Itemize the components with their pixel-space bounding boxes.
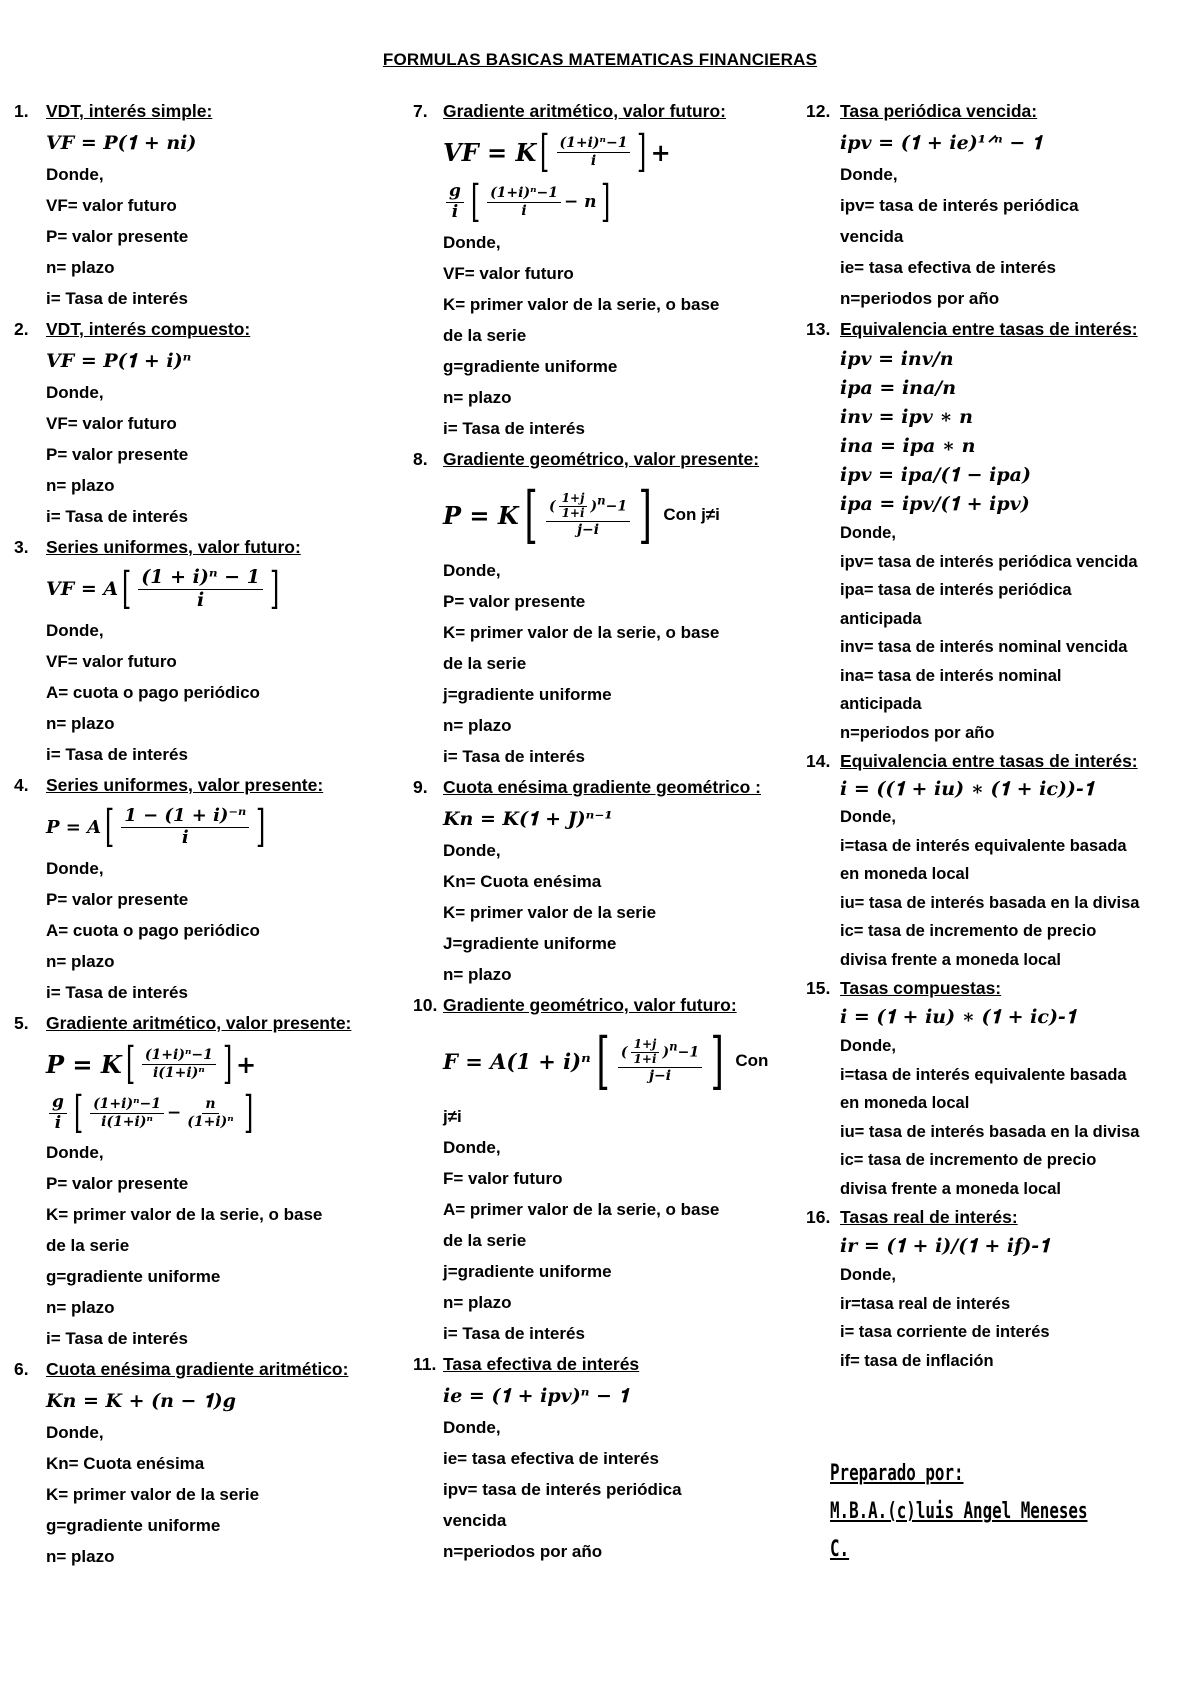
section-14 bbox=[806, 747, 1191, 974]
section-title: Equivalencia entre tasas de interés: bbox=[840, 751, 1138, 771]
line: anticipada bbox=[840, 609, 922, 628]
column-3 bbox=[806, 96, 1191, 1375]
denominator: i(1+i)ⁿ bbox=[101, 1113, 153, 1130]
line: Donde, bbox=[46, 1143, 104, 1162]
left-bracket: [ bbox=[470, 176, 481, 227]
line: Kn= Cuota enésima bbox=[46, 1454, 205, 1473]
section-number: 8. bbox=[413, 449, 428, 469]
line: de la serie bbox=[443, 1231, 527, 1250]
line: iu= tasa de interés basada en la divisa bbox=[840, 1122, 1140, 1141]
line: j=gradiente uniforme bbox=[443, 1262, 612, 1281]
section-number: 15. bbox=[806, 978, 831, 998]
formula: 𝒊𝒑𝒂 = 𝒊𝒑𝒗/(𝟏 + 𝒊𝒑𝒗) bbox=[840, 493, 1030, 515]
line: iu= tasa de interés basada en la divisa bbox=[840, 893, 1140, 912]
section-title: Gradiente geométrico, valor futuro: bbox=[443, 995, 737, 1015]
section-15 bbox=[806, 974, 1191, 1203]
section-number: 13. bbox=[806, 319, 831, 339]
section-number: 2. bbox=[14, 319, 29, 339]
line: A= cuota o pago periódico bbox=[46, 921, 260, 940]
page-title: FORMULAS BASICAS MATEMATICAS FINANCIERAS bbox=[382, 50, 818, 69]
formula-lhs: VF = A bbox=[46, 578, 119, 600]
formula: 𝒊𝒆 = (𝟏 + 𝒊𝒑𝒗)ⁿ − 𝟏 bbox=[443, 1385, 630, 1407]
line: VF= valor futuro bbox=[443, 264, 574, 283]
formula: 𝒊𝒓 = (𝟏 + 𝒊)/(𝟏 + 𝒊𝒇)-𝟏 bbox=[840, 1235, 1050, 1257]
line: ic= tasa de incremento de precio bbox=[840, 1151, 1097, 1169]
section-number: 5. bbox=[14, 1013, 29, 1033]
line: vencida bbox=[840, 227, 904, 246]
line: n= plazo bbox=[46, 1547, 115, 1566]
section-4 bbox=[14, 770, 384, 1008]
line: n= plazo bbox=[46, 714, 115, 733]
section-title: Tasa periódica vencida: bbox=[840, 101, 1038, 121]
line: g=gradiente uniforme bbox=[443, 357, 618, 376]
line: i= Tasa de interés bbox=[46, 507, 188, 526]
line: Donde, bbox=[840, 1037, 896, 1055]
line: Donde, bbox=[840, 165, 898, 184]
numerator: n bbox=[202, 1096, 218, 1113]
section-number: 6. bbox=[14, 1359, 29, 1379]
line: n=periodos por año bbox=[840, 289, 1000, 308]
line: i= Tasa de interés bbox=[443, 747, 585, 766]
section-5 bbox=[14, 1008, 384, 1354]
line: K= primer valor de la serie, o base bbox=[443, 295, 720, 314]
condition: Con bbox=[735, 1051, 769, 1070]
formula-part-2 bbox=[46, 1089, 384, 1137]
inner-numerator: 1+j bbox=[631, 1038, 660, 1053]
formula: 𝒊𝒏𝒗 = 𝒊𝒑𝒗 ∗ 𝒏 bbox=[840, 406, 973, 428]
section-9 bbox=[413, 772, 783, 990]
section-number: 7. bbox=[413, 101, 428, 121]
right-bracket: ] bbox=[222, 1038, 233, 1089]
denominator: i(1+i)ⁿ bbox=[152, 1064, 205, 1081]
formula-part-1 bbox=[46, 1039, 384, 1089]
signature bbox=[830, 1455, 1096, 1569]
line: i= Tasa de interés bbox=[46, 983, 188, 1002]
minus-sign: − bbox=[166, 1103, 182, 1123]
inner-denominator: 1+i bbox=[561, 505, 585, 520]
line: Donde, bbox=[46, 621, 104, 640]
line: ipv= tasa de interés periódica bbox=[443, 1480, 682, 1499]
plus-sign: + bbox=[650, 137, 671, 167]
signature-line-1: Preparado por: bbox=[830, 1461, 964, 1486]
line: inv= tasa de interés nominal vencida bbox=[840, 638, 1128, 656]
formula: 𝒊 = (𝟏 + 𝒊𝒖) ∗ (𝟏 + 𝒊𝒄)-𝟏 bbox=[840, 1006, 1077, 1028]
right-bracket: ] bbox=[600, 176, 610, 227]
line: divisa frente a moneda local bbox=[840, 950, 1061, 969]
formula: 𝒊𝒑𝒂 = 𝒊𝒏𝒂/𝒏 bbox=[840, 377, 957, 399]
line: Donde, bbox=[443, 1418, 501, 1437]
line: P= valor presente bbox=[46, 445, 189, 464]
numerator: (1+i)ⁿ−1 bbox=[557, 135, 631, 152]
line: n= plazo bbox=[443, 388, 512, 407]
signature-line-2: M.B.A.(c)luis Angel Meneses C. bbox=[830, 1499, 1088, 1562]
inner-fraction bbox=[559, 492, 588, 521]
line: P= valor presente bbox=[46, 227, 189, 246]
section-title: VDT, interés compuesto: bbox=[46, 319, 251, 339]
formula: 𝒊𝒏𝒂 = 𝒊𝒑𝒂 ∗ 𝒏 bbox=[840, 435, 976, 457]
fraction bbox=[121, 806, 249, 848]
line: ipa= tasa de interés periódica bbox=[840, 581, 1072, 599]
minus-one: −1 bbox=[677, 1044, 700, 1061]
line: i= Tasa de interés bbox=[46, 289, 188, 308]
numerator: g bbox=[49, 1093, 67, 1114]
line: ie= tasa efectiva de interés bbox=[443, 1449, 659, 1468]
condition: Con j≠i bbox=[663, 505, 720, 524]
numerator: ( $\frac{1+j}{1+i}$ )$^n$−1 bbox=[546, 492, 630, 522]
left-bracket: [ bbox=[104, 801, 115, 852]
formula-lhs: VF = K bbox=[443, 137, 537, 167]
numerator: (1+i)ⁿ−1 bbox=[90, 1096, 164, 1113]
inner-numerator: 1+j bbox=[559, 492, 588, 507]
line: j=gradiente uniforme bbox=[443, 685, 612, 704]
formula-part-2 bbox=[443, 177, 783, 227]
numerator: (1 + i)ⁿ − 1 bbox=[138, 567, 263, 590]
line: n=periodos por año bbox=[443, 1542, 603, 1561]
section-title: Tasa efectiva de interés bbox=[443, 1354, 640, 1374]
line: en moneda local bbox=[840, 1094, 970, 1112]
line: n= plazo bbox=[443, 965, 512, 984]
section-number: 3. bbox=[14, 537, 29, 557]
formula-lhs: P = K bbox=[443, 500, 519, 530]
line: g=gradiente uniforme bbox=[46, 1516, 221, 1535]
line: anticipada bbox=[840, 695, 922, 713]
fraction bbox=[142, 1047, 216, 1080]
minus-one: −1 bbox=[605, 498, 628, 515]
line: divisa frente a moneda local bbox=[840, 1179, 1061, 1198]
line: de la serie bbox=[46, 1236, 130, 1255]
line: n= plazo bbox=[443, 716, 512, 735]
line: n= plazo bbox=[46, 1298, 115, 1317]
right-bracket: ] bbox=[638, 478, 652, 551]
section-2 bbox=[14, 314, 384, 532]
fraction bbox=[138, 567, 263, 612]
plus-sign: + bbox=[236, 1049, 257, 1079]
line: Donde, bbox=[443, 1138, 501, 1157]
formula bbox=[46, 801, 384, 853]
line: Donde, bbox=[840, 524, 896, 542]
line: K= primer valor de la serie bbox=[46, 1485, 260, 1504]
formula-lhs: F = A(1 + i)ⁿ bbox=[443, 1048, 591, 1074]
left-bracket: [ bbox=[596, 1024, 610, 1097]
section-number: 10. bbox=[413, 995, 438, 1015]
formula bbox=[443, 1021, 783, 1101]
line: Donde, bbox=[46, 383, 104, 402]
section-title: Series uniformes, valor futuro: bbox=[46, 537, 301, 557]
section-1 bbox=[14, 96, 384, 314]
line: P= valor presente bbox=[46, 1174, 189, 1193]
fraction bbox=[487, 185, 561, 218]
section-title: Tasas compuestas: bbox=[840, 978, 1002, 998]
line: i=tasa de interés equivalente basada bbox=[840, 1065, 1127, 1084]
line: Donde, bbox=[443, 561, 501, 580]
formula: 𝒊𝒑𝒗 = 𝒊𝒏𝒗/𝒏 bbox=[840, 348, 954, 370]
numerator: ( $\frac{1+j}{1+i}$ )$^n$−1 bbox=[618, 1038, 702, 1068]
fraction bbox=[546, 492, 630, 538]
section-title: Series uniformes, valor presente: bbox=[46, 775, 324, 795]
exponent: n bbox=[669, 1039, 678, 1054]
line: n= plazo bbox=[46, 952, 115, 971]
line: n= plazo bbox=[46, 258, 115, 277]
section-title: Gradiente geométrico, valor presente: bbox=[443, 449, 760, 469]
line: n=periodos por año bbox=[840, 723, 995, 742]
denominator: j−i bbox=[576, 521, 600, 538]
right-bracket: ] bbox=[710, 1024, 724, 1097]
line: i= tasa corriente de interés bbox=[840, 1323, 1050, 1341]
right-bracket: ] bbox=[256, 801, 266, 852]
line: n= plazo bbox=[443, 1293, 512, 1312]
denominator: j−i bbox=[648, 1067, 672, 1084]
line: g=gradiente uniforme bbox=[46, 1267, 221, 1286]
line: Donde, bbox=[46, 859, 104, 878]
right-bracket: ] bbox=[243, 1087, 253, 1138]
line: K= primer valor de la serie, o base bbox=[443, 623, 720, 642]
section-title: Cuota enésima gradiente geométrico : bbox=[443, 777, 761, 797]
line: A= primer valor de la serie, o base bbox=[443, 1200, 720, 1219]
line: de la serie bbox=[443, 654, 527, 673]
denominator: i bbox=[197, 588, 205, 611]
line: Donde, bbox=[840, 808, 896, 826]
section-title: Gradiente aritmético, valor presente: bbox=[46, 1013, 352, 1033]
section-number: 14. bbox=[806, 751, 831, 771]
line: if= tasa de inflación bbox=[840, 1351, 994, 1370]
numerator: (1+i)ⁿ−1 bbox=[487, 185, 561, 202]
line: K= primer valor de la serie, o base bbox=[46, 1205, 323, 1224]
formula: 𝑽𝑭 = 𝑷(𝟏 + 𝒏𝒊) bbox=[46, 132, 197, 154]
left-bracket: [ bbox=[125, 1038, 136, 1089]
section-number: 9. bbox=[413, 777, 428, 797]
inner-fraction bbox=[631, 1038, 660, 1067]
line: A= cuota o pago periódico bbox=[46, 683, 260, 702]
line: i= Tasa de interés bbox=[46, 745, 188, 764]
right-bracket: ] bbox=[269, 563, 280, 614]
section-11 bbox=[413, 1349, 783, 1567]
inner-denominator: 1+i bbox=[633, 1051, 657, 1066]
formula: 𝑽𝑭 = 𝑷(𝟏 + 𝒊)ⁿ bbox=[46, 350, 192, 372]
section-10 bbox=[413, 990, 783, 1349]
line: K= primer valor de la serie bbox=[443, 903, 657, 922]
line: Donde, bbox=[46, 1423, 104, 1442]
section-number: 11. bbox=[413, 1354, 437, 1374]
line: F= valor futuro bbox=[443, 1169, 563, 1188]
section-title: Equivalencia entre tasas de interés: bbox=[840, 319, 1138, 339]
section-13 bbox=[806, 314, 1191, 747]
right-bracket: ] bbox=[637, 126, 647, 177]
formula-lhs: P = A bbox=[46, 816, 102, 838]
fraction bbox=[49, 1093, 67, 1133]
line: i= Tasa de interés bbox=[443, 419, 585, 438]
line: Donde, bbox=[840, 1266, 896, 1284]
line: i=tasa de interés equivalente basada bbox=[840, 836, 1127, 855]
section-3 bbox=[14, 532, 384, 770]
column-1 bbox=[14, 96, 384, 1572]
section-12 bbox=[806, 96, 1191, 314]
line: Kn= Cuota enésima bbox=[443, 872, 602, 891]
denominator: i bbox=[451, 201, 459, 222]
section-6 bbox=[14, 1354, 384, 1572]
line: n= plazo bbox=[46, 476, 115, 495]
line: vencida bbox=[443, 1511, 507, 1530]
section-16 bbox=[806, 1203, 1191, 1375]
fraction bbox=[184, 1096, 236, 1129]
section-7 bbox=[413, 96, 783, 444]
section-number: 12. bbox=[806, 101, 831, 121]
column-2 bbox=[413, 96, 783, 1567]
fraction bbox=[557, 135, 631, 168]
fraction bbox=[618, 1038, 702, 1084]
line: Donde, bbox=[46, 165, 104, 184]
denominator: i bbox=[521, 202, 527, 219]
formula-part-1 bbox=[443, 127, 783, 177]
left-bracket: [ bbox=[540, 126, 550, 177]
left-bracket: [ bbox=[121, 563, 132, 614]
formula: 𝑲𝒏 = 𝑲(𝟏 + 𝑱)ⁿ⁻¹ bbox=[443, 808, 613, 830]
numerator: 1 − (1 + i)⁻ⁿ bbox=[121, 806, 249, 828]
line: ic= tasa de incremento de precio bbox=[840, 922, 1097, 940]
line: i= Tasa de interés bbox=[46, 1329, 188, 1348]
line: J=gradiente uniforme bbox=[443, 934, 617, 953]
section-title: Gradiente aritmético, valor futuro: bbox=[443, 101, 726, 121]
line: en moneda local bbox=[840, 865, 970, 883]
denominator: i bbox=[590, 152, 597, 169]
section-8 bbox=[413, 444, 783, 772]
denominator: (1+i)ⁿ bbox=[187, 1113, 234, 1130]
section-title: Cuota enésima gradiente aritmético: bbox=[46, 1359, 349, 1379]
left-bracket: [ bbox=[524, 478, 538, 551]
line: ir=tasa real de interés bbox=[840, 1294, 1011, 1313]
line: VF= valor futuro bbox=[46, 652, 177, 671]
formula bbox=[46, 563, 384, 615]
section-number: 1. bbox=[14, 101, 29, 121]
formula bbox=[443, 475, 783, 555]
section-number: 16. bbox=[806, 1207, 831, 1227]
line: ie= tasa efectiva de interés bbox=[840, 258, 1056, 277]
formula: 𝒊𝒑𝒗 = 𝒊𝒑𝒂/(𝟏 − 𝒊𝒑𝒂) bbox=[840, 464, 1031, 486]
line: i= Tasa de interés bbox=[443, 1324, 585, 1343]
section-number: 4. bbox=[14, 775, 29, 795]
formula: 𝒊 = ((𝟏 + 𝒊𝒖) ∗ (𝟏 + 𝒊𝒄))-𝟏 bbox=[840, 778, 1095, 800]
line: Donde, bbox=[443, 233, 501, 252]
line: ipv= tasa de interés periódica bbox=[840, 196, 1079, 215]
fraction bbox=[446, 182, 464, 222]
exponent: n bbox=[597, 493, 606, 508]
line: de la serie bbox=[443, 326, 527, 345]
formula: 𝑲𝒏 = 𝑲 + (𝒏 − 𝟏)𝒈 bbox=[46, 1390, 236, 1412]
minus-n: − n bbox=[563, 192, 597, 212]
section-title: Tasas real de interés: bbox=[840, 1207, 1018, 1227]
formula-lhs: P = K bbox=[46, 1049, 122, 1079]
fraction bbox=[90, 1096, 164, 1129]
line: Donde, bbox=[443, 841, 501, 860]
denominator: i bbox=[54, 1112, 62, 1133]
line: ina= tasa de interés nominal bbox=[840, 666, 1062, 685]
numerator: g bbox=[446, 182, 464, 203]
section-title: VDT, interés simple: bbox=[46, 101, 213, 121]
line: VF= valor futuro bbox=[46, 414, 177, 433]
line: P= valor presente bbox=[443, 592, 586, 611]
line: P= valor presente bbox=[46, 890, 189, 909]
denominator: i bbox=[181, 826, 189, 848]
line: VF= valor futuro bbox=[46, 196, 177, 215]
line: j≠i bbox=[443, 1107, 462, 1126]
numerator: (1+i)ⁿ−1 bbox=[142, 1047, 216, 1064]
line: ipv= tasa de interés periódica vencida bbox=[840, 552, 1138, 571]
left-bracket: [ bbox=[73, 1087, 84, 1138]
formula: 𝒊𝒑𝒗 = (𝟏 + 𝒊𝒆)¹ᐟⁿ − 𝟏 bbox=[840, 132, 1043, 154]
